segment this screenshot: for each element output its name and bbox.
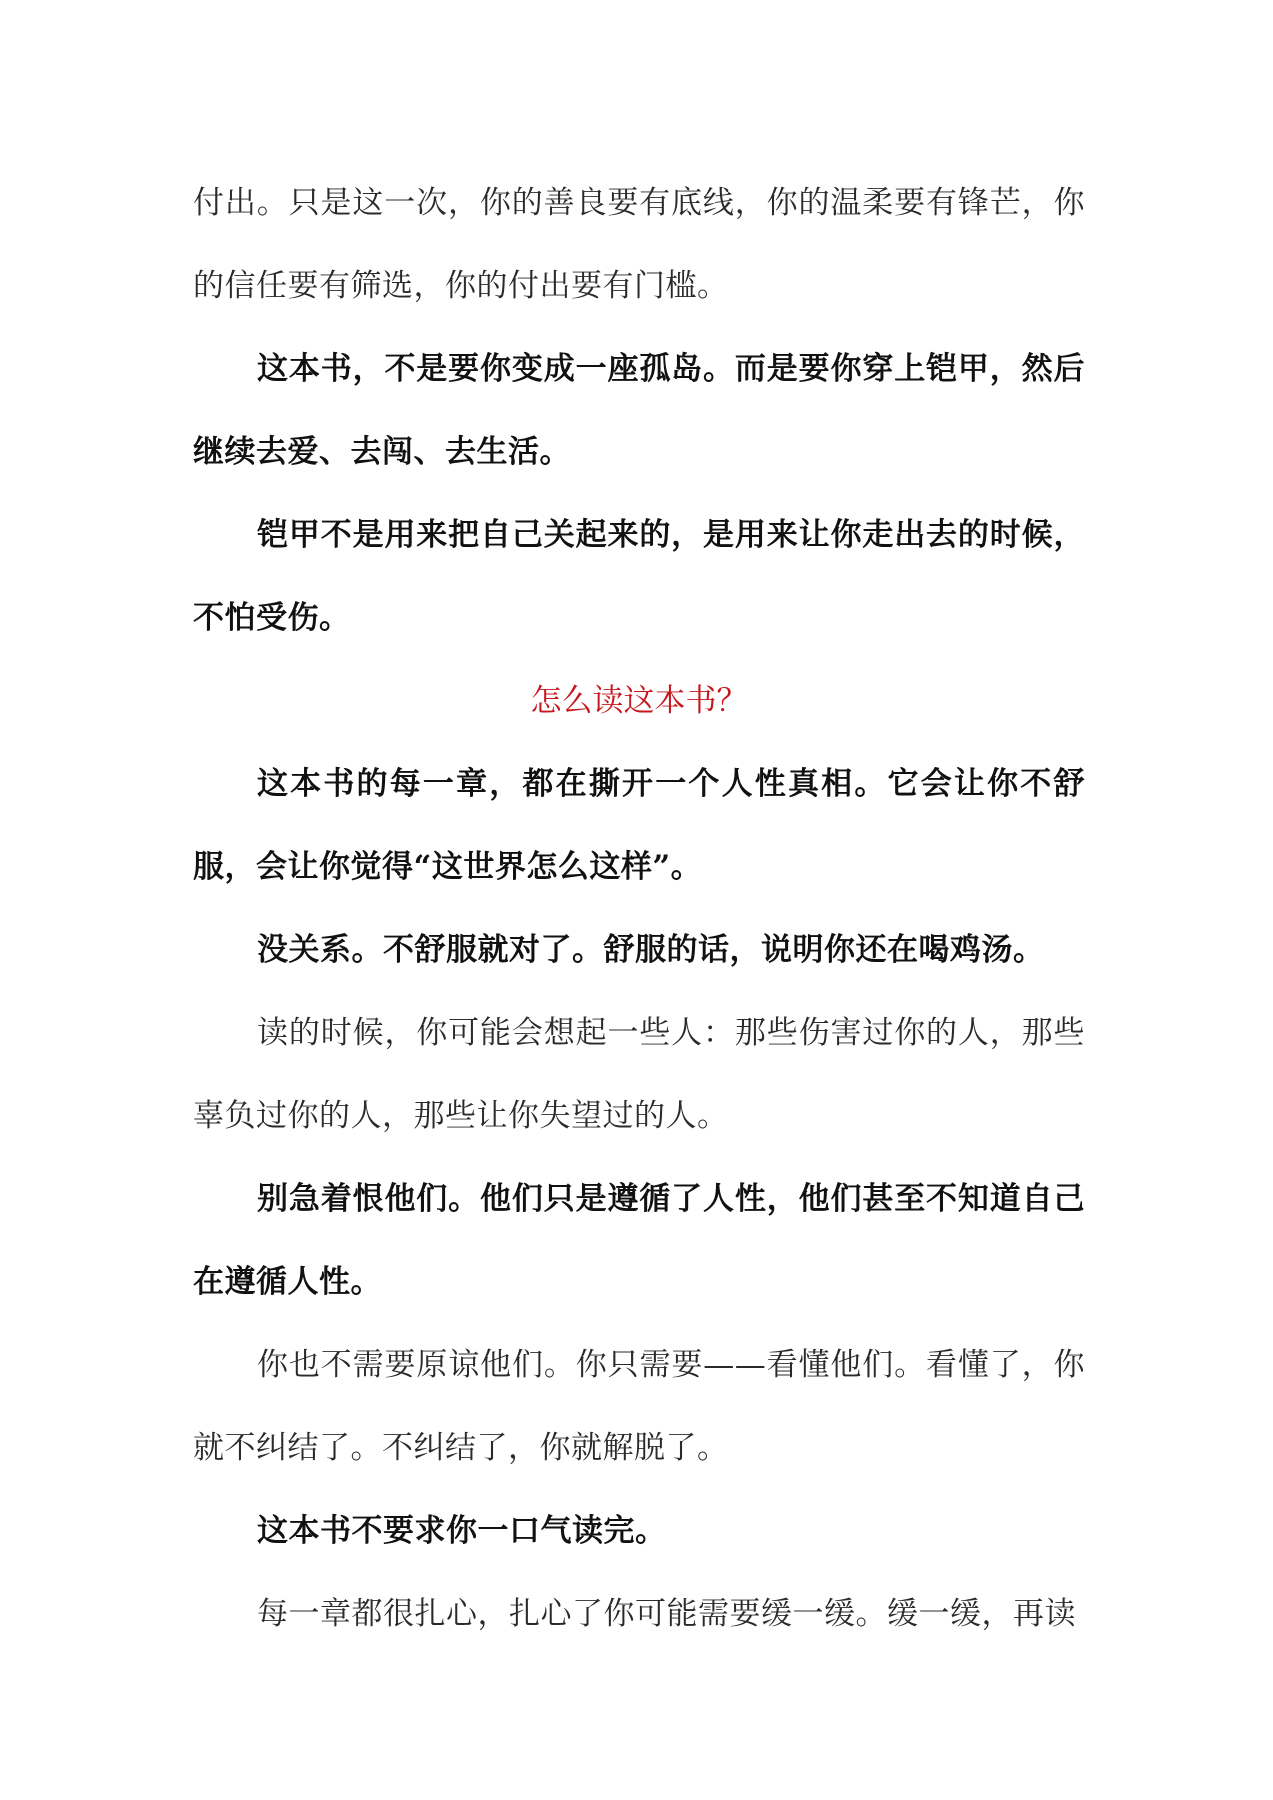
paragraph-10: 每一章都很扎心，扎心了你可能需要缓一缓。缓一缓，再读 bbox=[257, 1596, 1076, 1632]
paragraph-7: 别急着恨他们。他们只是遵循了人性，他们甚至不知道自己在遵循人性。 bbox=[193, 1181, 1085, 1300]
paragraph-1: 付出。只是这一次，你的善良要有底线，你的温柔要有锋芒，你的信任要有筛选，你的付出要有门槛。 bbox=[193, 185, 1085, 304]
paragraph-4: 这本书的每一章，都在撕开一个人性真相。它会让你不舒服，会让你觉得“这世界怎么这样”。 bbox=[193, 766, 1085, 885]
document-page bbox=[193, 162, 1085, 1656]
section-heading: 怎么读这本书？ bbox=[530, 683, 748, 719]
paragraph-8: 你也不需要原谅他们。你只需要——看懂他们。看懂了，你就不纠结了。不纠结了，你就解脱了。 bbox=[193, 1347, 1085, 1466]
paragraph-2: 这本书，不是要你变成一座孤岛。而是要你穿上铠甲，然后继续去爱、去闯、去生活。 bbox=[193, 351, 1085, 470]
paragraph-6: 读的时候，你可能会想起一些人：那些伤害过你的人，那些辜负过你的人，那些让你失望过的人。 bbox=[193, 1015, 1085, 1134]
paragraph-3: 铠甲不是用来把自己关起来的，是用来让你走出去的时候，不怕受伤。 bbox=[193, 517, 1085, 636]
paragraph-9: 这本书不要求你一口气读完。 bbox=[257, 1513, 667, 1549]
paragraph-5: 没关系。不舒服就对了。舒服的话，说明你还在喝鸡汤。 bbox=[257, 932, 1045, 968]
